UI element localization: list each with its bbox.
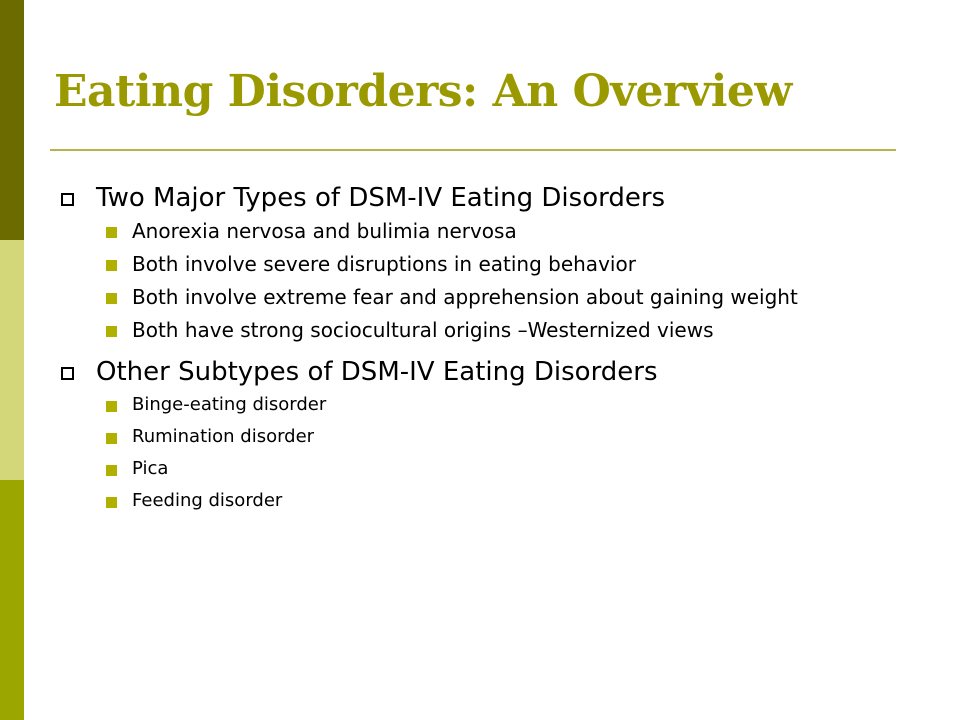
list-item-text: Pica [132,458,169,479]
hollow-square-bullet-icon [61,193,74,206]
sidebar-accent-middle [0,240,24,480]
list-item [60,220,940,242]
section-heading [60,178,940,218]
list-item [60,286,940,308]
hollow-square-bullet-icon [61,367,74,380]
section-major-types [60,178,940,341]
list-item-text: Both have strong sociocultural origins –Westernized views [132,318,714,342]
bullet-list [60,220,940,341]
bullet-list [60,394,940,512]
filled-square-bullet-icon [106,401,117,412]
list-item-text: Feeding disorder [132,490,283,511]
section-heading-text: Two Major Types of DSM-IV Eating Disorders [96,183,666,213]
list-item-text: Binge-eating disorder [132,394,327,415]
list-item [60,426,940,448]
title-underline-rule [50,149,896,151]
filled-square-bullet-icon [106,293,117,304]
filled-square-bullet-icon [106,497,117,508]
filled-square-bullet-icon [106,433,117,444]
slide-body [60,178,940,522]
section-heading [60,352,940,392]
sidebar-accent-bottom [0,480,24,720]
list-item-text: Anorexia nervosa and bulimia nervosa [132,219,517,243]
filled-square-bullet-icon [106,227,117,238]
list-item [60,319,940,341]
list-item [60,253,940,275]
section-heading-text: Other Subtypes of DSM-IV Eating Disorders [96,357,658,387]
list-item [60,490,940,512]
list-item-text: Both involve extreme fear and apprehension about gaining weight [132,285,798,309]
filled-square-bullet-icon [106,326,117,337]
slide-title: Eating Disorders: An Overview [54,66,792,117]
sidebar-accent-top [0,0,24,240]
list-item-text: Rumination disorder [132,426,315,447]
filled-square-bullet-icon [106,260,117,271]
list-item [60,394,940,416]
list-item [60,458,940,480]
filled-square-bullet-icon [106,465,117,476]
list-item-text: Both involve severe disruptions in eating behavior [132,252,636,276]
section-other-subtypes [60,352,940,512]
